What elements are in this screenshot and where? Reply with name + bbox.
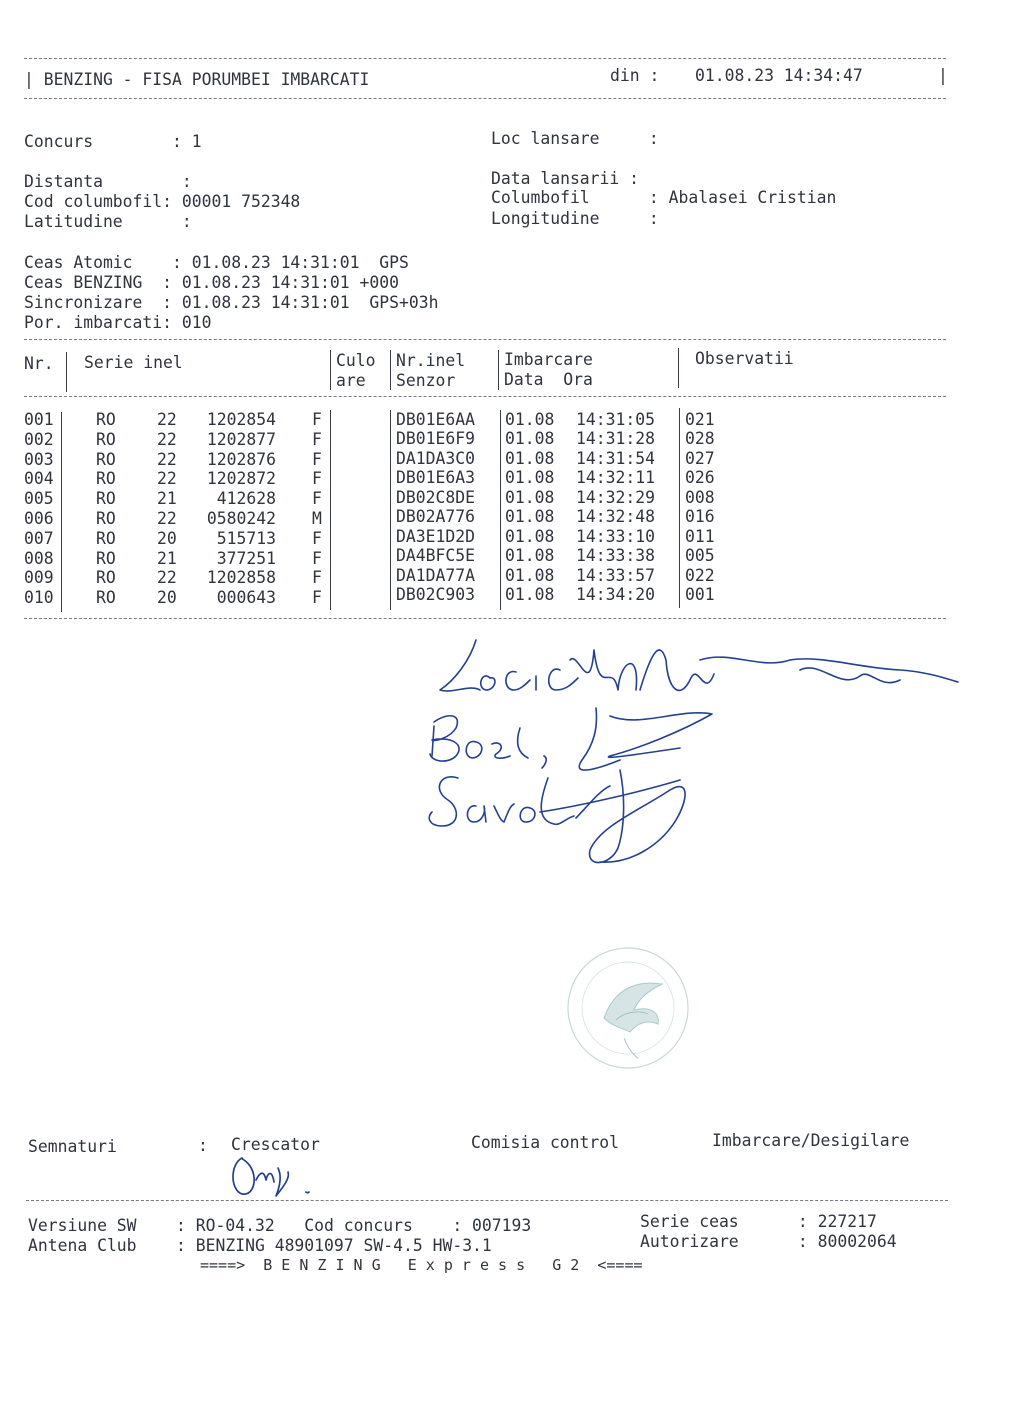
row-country: RO <box>96 429 116 449</box>
row-sex: F <box>312 528 322 548</box>
row-sensor: DB02A776 <box>396 507 475 527</box>
row-sensor: DB02C8DE <box>396 487 475 507</box>
row-obs: 022 <box>685 565 715 585</box>
signature-locic <box>440 640 958 691</box>
semnaturi-label: Semnaturi <box>28 1137 117 1156</box>
association-stamp <box>554 940 704 1080</box>
row-sex: F <box>312 548 322 568</box>
row-obs: 027 <box>685 448 715 468</box>
benzing-express-banner: ====> B E N Z I N G E x p r e s s G 2 <==== <box>200 1256 643 1274</box>
row-date: 01.08 <box>505 410 555 429</box>
crescator-label: Crescator <box>231 1135 320 1154</box>
row-nr: 009 <box>24 568 54 588</box>
row-year: 22 <box>157 410 177 429</box>
antena-club-line: Antena Club : BENZING 48901097 SW-4.5 HW-3.1 <box>28 1236 492 1255</box>
cod-columbofil-field: Cod columbofil: 00001 752348 <box>24 192 301 211</box>
row-country: RO <box>96 528 116 548</box>
col-header-culoare-1: Culo <box>336 351 376 370</box>
row-nr: 006 <box>24 509 54 528</box>
columbofil-field: Columbofil : Abalasei Cristian <box>491 188 837 207</box>
row-obs: 011 <box>685 526 715 546</box>
crescator-signature <box>226 1150 326 1210</box>
row-time: 14:33:38 <box>576 546 655 566</box>
row-obs: 016 <box>685 507 715 527</box>
ceas-benzing-field: Ceas BENZING : 01.08.23 14:31:01 +000 <box>24 273 399 292</box>
row-obs: 028 <box>685 429 715 449</box>
row-time: 14:31:54 <box>576 448 655 468</box>
row-date: 01.08 <box>505 487 555 507</box>
row-year: 20 <box>157 588 177 608</box>
ceas-atomic-field: Ceas Atomic : 01.08.23 14:31:01 GPS <box>24 253 409 272</box>
row-nr: 007 <box>24 528 54 548</box>
row-obs: 005 <box>685 546 715 566</box>
row-obs: 021 <box>685 410 715 429</box>
footer-dashed-rule <box>26 1200 948 1201</box>
row-date: 01.08 <box>505 507 555 527</box>
row-nr: 010 <box>24 588 54 608</box>
row-date: 01.08 <box>505 468 555 488</box>
row-ring: 1202876 <box>206 449 276 469</box>
col-header-nrinel-1: Nr.inel <box>396 351 466 370</box>
row-year: 22 <box>157 469 177 489</box>
row-date: 01.08 <box>505 565 555 585</box>
col-header-nrinel-2: Senzor <box>396 371 456 390</box>
longitudine-field: Longitudine : <box>491 209 659 228</box>
row-obs: 001 <box>685 585 715 605</box>
signature-bozl <box>430 708 712 770</box>
row-year: 20 <box>157 528 177 548</box>
document-title: | BENZING - FISA PORUMBEI IMBARCATI <box>24 70 370 89</box>
row-date: 01.08 <box>505 546 555 566</box>
row-date: 01.08 <box>505 448 555 468</box>
row-year: 22 <box>157 429 177 449</box>
col-header-serie-inel: Serie inel <box>84 353 183 372</box>
serie-ceas-line: Serie ceas : 227217 <box>640 1212 877 1231</box>
col-header-observatii: Observatii <box>695 349 794 368</box>
comisia-control-label: Comisia control <box>471 1133 620 1152</box>
row-ring: 000643 <box>216 588 276 608</box>
row-sex: F <box>312 429 322 449</box>
concurs-field: Concurs : 1 <box>24 132 202 151</box>
row-nr: 001 <box>24 410 54 429</box>
row-country: RO <box>96 568 116 588</box>
row-sex: F <box>312 588 322 608</box>
sincronizare-field: Sincronizare : 01.08.23 14:31:01 GPS+03h <box>24 293 439 312</box>
row-sensor: DB01E6A3 <box>396 468 475 488</box>
row-time: 14:31:05 <box>576 410 655 429</box>
row-sensor: DA1DA3C0 <box>396 448 475 468</box>
row-time: 14:32:29 <box>576 487 655 507</box>
row-sex: F <box>312 469 322 489</box>
row-sensor: DA3E1D2D <box>396 526 475 546</box>
row-year: 21 <box>157 489 177 509</box>
print-date-label: din : <box>610 66 660 85</box>
row-year: 22 <box>157 449 177 469</box>
row-nr: 002 <box>24 429 54 449</box>
row-country: RO <box>96 548 116 568</box>
row-time: 14:33:57 <box>576 565 655 585</box>
row-nr: 003 <box>24 449 54 469</box>
distanta-field: Distanta : <box>24 172 192 191</box>
porumbei-imbarcati-field: Por. imbarcati: 010 <box>24 313 212 332</box>
row-time: 14:32:48 <box>576 507 655 527</box>
row-time: 14:32:11 <box>576 468 655 488</box>
row-year: 21 <box>157 548 177 568</box>
row-ring: 377251 <box>216 548 276 568</box>
col-header-imbarcare-1: Imbarcare <box>504 350 593 369</box>
row-ring: 515713 <box>216 528 276 548</box>
row-sensor: DB01E6F9 <box>396 429 475 449</box>
row-obs: 026 <box>685 468 715 488</box>
row-sensor: DB02C903 <box>396 585 475 605</box>
row-sensor: DA4BFC5E <box>396 546 475 566</box>
latitudine-field: Latitudine : <box>24 212 192 231</box>
versiune-sw-line: Versiune SW : RO-04.32 Cod concurs : 007193 <box>28 1216 532 1235</box>
row-nr: 008 <box>24 548 54 568</box>
row-date: 01.08 <box>505 585 555 605</box>
row-country: RO <box>96 509 116 528</box>
row-time: 14:34:20 <box>576 585 655 605</box>
row-ring: 412628 <box>216 489 276 509</box>
col-header-imbarcare-2: Data Ora <box>504 370 593 389</box>
row-nr: 005 <box>24 489 54 509</box>
autorizare-line: Autorizare : 80002064 <box>640 1232 897 1251</box>
row-time: 14:31:28 <box>576 429 655 449</box>
row-ring: 1202872 <box>206 469 276 489</box>
row-date: 01.08 <box>505 526 555 546</box>
header-end-bar: | <box>938 66 948 85</box>
row-obs: 008 <box>685 487 715 507</box>
row-sex: F <box>312 489 322 509</box>
row-country: RO <box>96 489 116 509</box>
row-ring: 1202854 <box>206 410 276 429</box>
row-year: 22 <box>157 568 177 588</box>
row-sex: F <box>312 568 322 588</box>
signature-savad <box>429 770 685 863</box>
data-lansarii-field: Data lansarii : <box>491 169 640 188</box>
row-ring: 1202877 <box>206 429 276 449</box>
row-sex: M <box>312 509 322 528</box>
loc-lansare-field: Loc lansare : <box>491 129 659 148</box>
row-sensor: DA1DA77A <box>396 565 475 585</box>
row-ring: 0580242 <box>206 509 276 528</box>
row-country: RO <box>96 410 116 429</box>
row-time: 14:33:10 <box>576 526 655 546</box>
col-header-nr: Nr. <box>24 354 54 373</box>
semnaturi-colon: : <box>198 1136 208 1155</box>
row-sex: F <box>312 410 322 429</box>
row-sex: F <box>312 449 322 469</box>
row-date: 01.08 <box>505 429 555 449</box>
row-country: RO <box>96 588 116 608</box>
row-nr: 004 <box>24 469 54 489</box>
row-sensor: DB01E6AA <box>396 410 475 429</box>
row-country: RO <box>96 469 116 489</box>
print-date-value: 01.08.23 14:34:47 <box>695 66 863 85</box>
col-header-culoare-2: are <box>336 371 366 390</box>
row-year: 22 <box>157 509 177 528</box>
row-country: RO <box>96 449 116 469</box>
imbarcare-desigilare-label: Imbarcare/Desigilare <box>712 1131 910 1150</box>
row-ring: 1202858 <box>206 568 276 588</box>
